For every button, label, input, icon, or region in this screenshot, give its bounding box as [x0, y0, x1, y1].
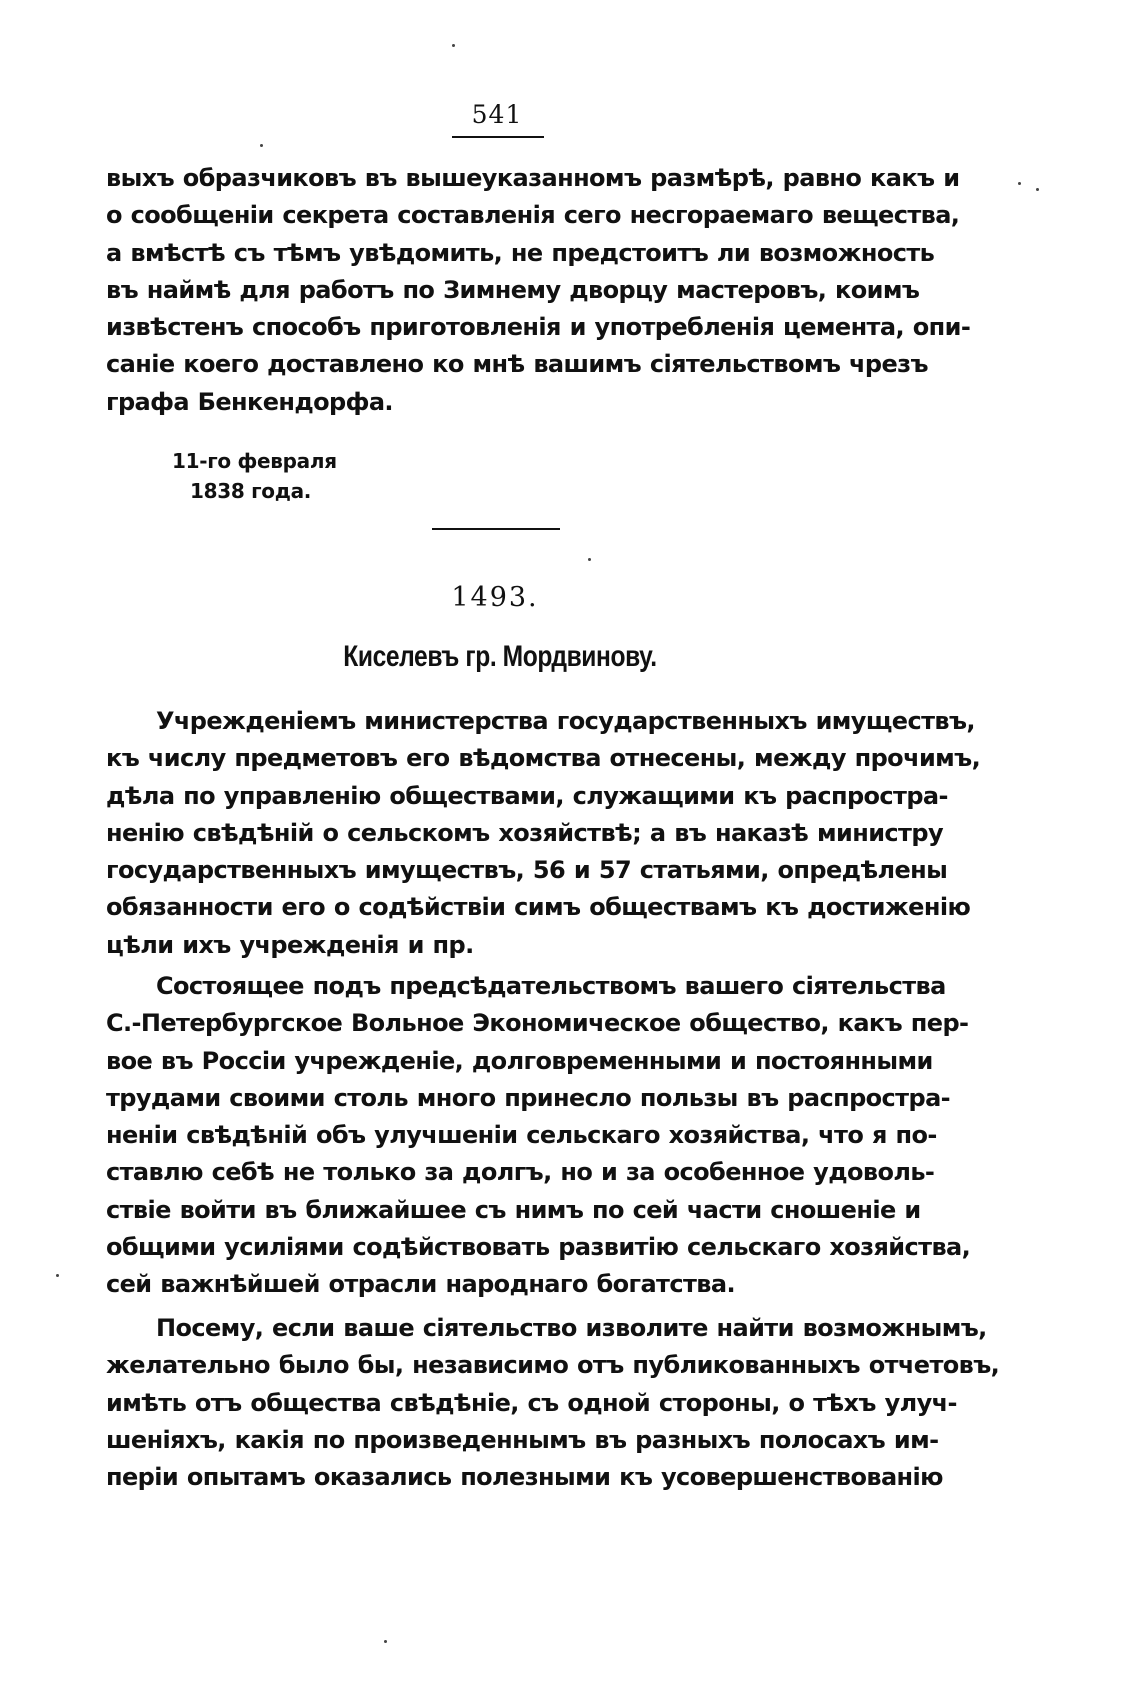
scan-speck	[384, 1640, 387, 1643]
page-number: 541	[471, 100, 523, 129]
text-line: Посему, если ваше сіятельство изволите найти возможнымъ,	[156, 1314, 987, 1342]
document-heading: Киселевъ гр. Мордвинову.	[343, 640, 657, 673]
text-line: желательно было бы, независимо отъ публикованныхъ отчетовъ,	[106, 1351, 1000, 1380]
text-line: Состоящее подъ предсѣдательствомъ вашего сіятельства	[156, 972, 946, 1000]
text-line: а вмѣстѣ съ тѣмъ увѣдомить, не предстоитъ ли возможность	[106, 238, 935, 267]
text-line: сей важнѣйшей отрасли народнаго богатства.	[106, 1270, 736, 1299]
scan-speck	[588, 558, 591, 561]
text-line: ствіе войти въ ближайшее съ нимъ по сей части сношеніе и	[106, 1195, 921, 1224]
text-line: государственныхъ имуществъ, 56 и 57 статьями, опредѣлены	[106, 856, 948, 885]
scan-speck	[1036, 188, 1039, 191]
text-line: ненію свѣдѣній о сельскомъ хозяйствѣ; а въ наказѣ министру	[106, 818, 943, 847]
text-line: о сообщеніи секрета составленія сего несгораемаго вещества,	[106, 201, 960, 230]
text-line: вое въ Россіи учрежденіе, долговременными и постоянными	[106, 1046, 933, 1075]
text-line: имѣть отъ общества свѣдѣніе, съ одной стороны, о тѣхъ улуч-	[106, 1388, 957, 1417]
dateline-day: 11-го февраля	[172, 449, 337, 473]
paragraph-1	[106, 703, 981, 964]
text-line: общими усиліями содѣйствовать развитію сельскаго хозяйства,	[106, 1233, 971, 1262]
text-line: трудами своими столь много принесло пользы въ распростра-	[106, 1083, 951, 1112]
scan-speck	[1018, 182, 1021, 185]
text-line: неніи свѣдѣній объ улучшеніи сельскаго хозяйства, что я по-	[106, 1121, 937, 1150]
text-line: С.-Петербургское Вольное Экономическое общество, какъ пер-	[106, 1009, 969, 1038]
scan-speck	[56, 1274, 59, 1277]
text-line: періи опытамъ оказались полезными къ усовершенствованію	[106, 1463, 943, 1492]
text-line: дѣла по управленію обществами, служащими къ распростра-	[106, 781, 948, 810]
continued-text-block	[106, 160, 971, 421]
text-line: Учрежденіемъ министерства государственныхъ имуществъ,	[156, 707, 975, 735]
paragraph-2	[106, 968, 971, 1304]
page-number-underline	[452, 136, 544, 138]
dateline-year: 1838 года.	[190, 479, 312, 503]
section-separator	[432, 528, 560, 530]
scan-speck	[452, 44, 455, 47]
text-line: обязанности его о содѣйствіи симъ обществамъ къ достиженію	[106, 893, 971, 922]
text-line: ставлю себѣ не только за долгъ, но и за особенное удоволь-	[106, 1158, 935, 1187]
text-line: извѣстенъ способъ приготовленія и употребленія цемента, опи-	[106, 313, 971, 342]
text-line: въ наймѣ для работъ по Зимнему дворцу мастеровъ, коимъ	[106, 275, 920, 304]
text-line: саніе коего доставлено ко мнѣ вашимъ сіятельствомъ чрезъ	[106, 350, 928, 379]
text-line: выхъ образчиковъ въ вышеуказанномъ размѣрѣ, равно какъ и	[106, 164, 960, 192]
scan-speck	[260, 144, 263, 147]
document-number: 1493.	[451, 582, 539, 613]
text-line: шеніяхъ, какія по произведеннымъ въ разныхъ полосахъ им-	[106, 1425, 939, 1454]
text-line: графа Бенкендорфа.	[106, 387, 393, 416]
text-line: цѣли ихъ учрежденія и пр.	[106, 930, 474, 959]
text-line: къ числу предметовъ его вѣдомства отнесены, между прочимъ,	[106, 744, 981, 773]
paragraph-3	[106, 1310, 1000, 1496]
